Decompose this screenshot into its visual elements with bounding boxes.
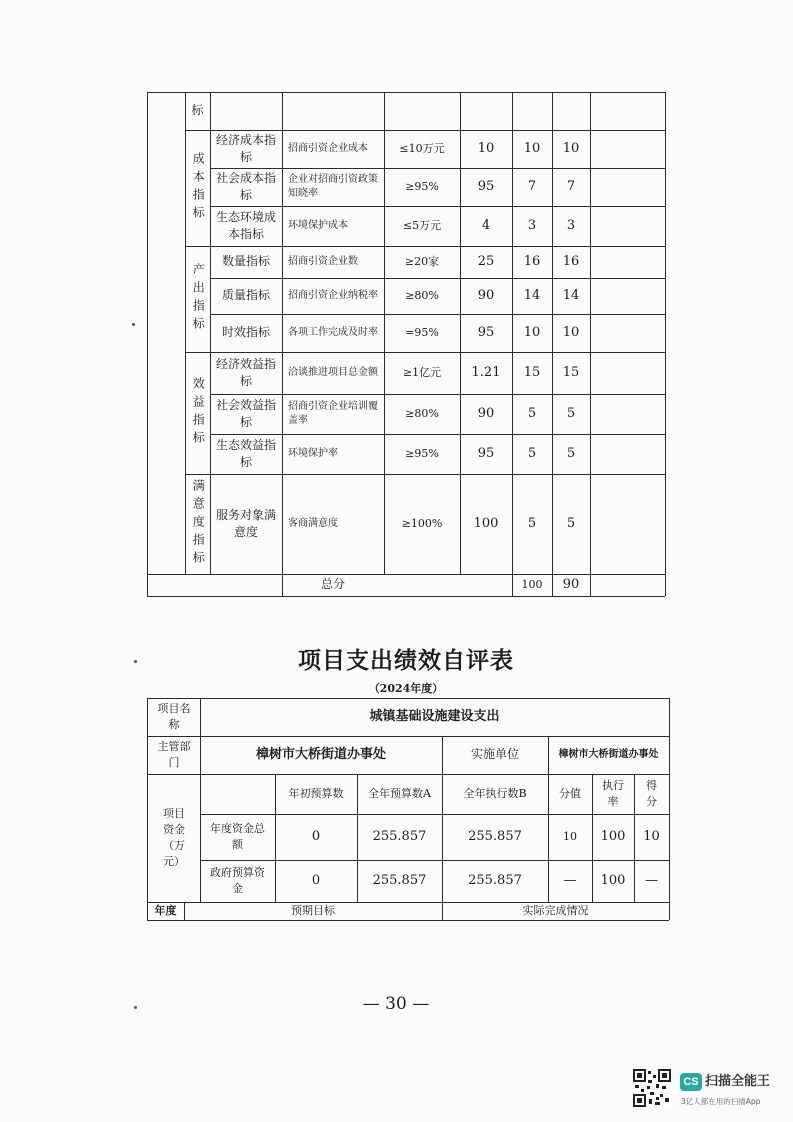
scan-mark xyxy=(134,660,137,663)
fund-row-executed: 255.857 xyxy=(468,828,522,844)
table-row-indicator: 企业对招商引资政策知晓率 xyxy=(288,173,378,199)
header-score: 得分 xyxy=(646,779,657,808)
group-cost-label: 成本指标 xyxy=(191,152,206,224)
table-row-weight: 5 xyxy=(527,515,537,531)
table-row-score: 3 xyxy=(566,217,576,233)
table-row-score: 5 xyxy=(566,445,576,461)
table-row-target: ≥95% xyxy=(405,180,439,194)
fund-row-initial: 0 xyxy=(311,828,321,844)
fund-row-score: — xyxy=(645,872,658,888)
table-row-indicator: 招商引资企业纳税率 xyxy=(288,289,378,301)
table-row-second: 社会效益指标 xyxy=(215,397,276,429)
table-row-second: 经济效益指标 xyxy=(215,356,276,388)
fund-row-annual: 255.857 xyxy=(372,828,427,844)
group-benefit-label: 效益指标 xyxy=(191,377,206,449)
table-row-indicator: 环境保护率 xyxy=(288,447,338,459)
table-row-second: 生态环境成本指标 xyxy=(215,209,276,241)
table-row-indicator: 环境保护成本 xyxy=(288,219,348,231)
table-row-score: 10 xyxy=(562,140,580,156)
table-row-actual: 4 xyxy=(481,217,491,233)
group-satisfaction-label: 满意度指标 xyxy=(191,479,206,569)
table-row-second: 时效指标 xyxy=(221,325,270,340)
camscanner-logo-icon: CS xyxy=(680,1073,702,1091)
table-row-actual: 25 xyxy=(477,253,495,269)
watermark-brand: 扫描全能王 xyxy=(705,1074,771,1089)
group-output xyxy=(185,246,210,352)
table-row-second: 经济成本指标 xyxy=(215,132,276,164)
table-row-score: 16 xyxy=(562,253,580,269)
table-row-score: 5 xyxy=(566,515,576,531)
fund-row-annual: 255.857 xyxy=(372,872,427,888)
table-row-target: ≥20家 xyxy=(404,255,440,269)
table-row-weight: 10 xyxy=(523,140,541,156)
table-row-second: 服务对象满意度 xyxy=(216,507,277,539)
table-row-target: ≥1亿元 xyxy=(402,366,442,380)
table-row-second: 质量指标 xyxy=(221,288,270,303)
table-row-weight: 16 xyxy=(523,253,541,269)
impl-label: 实施单位 xyxy=(470,747,519,762)
scan-mark xyxy=(134,1006,137,1009)
table-row-weight: 7 xyxy=(527,178,537,194)
table-row-actual: 100 xyxy=(473,515,499,531)
total-label: 总分 xyxy=(320,577,345,592)
group-benefit xyxy=(185,352,210,474)
table-row-target: =95% xyxy=(405,326,439,340)
fund-row-initial: 0 xyxy=(311,872,321,888)
header-rate: 执行率 xyxy=(602,779,624,808)
fund-row-points: 10 xyxy=(563,830,577,844)
dept-name: 樟树市大桥街道办事处 xyxy=(255,746,386,762)
fund-row-rate: 100 xyxy=(600,828,626,844)
table-row-second: 数量指标 xyxy=(221,254,270,269)
project-name-label: 项目名称 xyxy=(157,702,191,731)
fund-row-points: — xyxy=(563,872,577,888)
table-row-score: 14 xyxy=(562,287,580,303)
qr-code-icon xyxy=(632,1068,672,1108)
page-number: — 30 — xyxy=(362,994,430,1014)
table-row-target: ≥80% xyxy=(405,407,439,421)
project-name: 城镇基础设施建设支出 xyxy=(369,708,500,724)
fund-row-label: 政府预算资金 xyxy=(210,866,265,895)
table-row-target: ≤5万元 xyxy=(402,219,442,233)
table-row-target: ≥80% xyxy=(405,289,439,303)
scan-mark xyxy=(132,323,135,326)
table-row-indicator: 客商满意度 xyxy=(288,517,338,529)
table-row-actual: 95 xyxy=(477,324,495,340)
table-row-actual: 90 xyxy=(477,287,495,303)
table-row-target: ≥95% xyxy=(405,447,439,461)
table-row-actual: 1.21 xyxy=(471,364,501,380)
indicator-level1-tail: 标 xyxy=(191,103,204,118)
table-row-score: 5 xyxy=(566,405,576,421)
report-year: （2024年度） xyxy=(368,682,444,695)
funds-label: 项目资金（万元） xyxy=(163,807,185,868)
total-weight: 100 xyxy=(521,578,543,592)
header-points: 分值 xyxy=(559,787,581,801)
fund-row-score: 10 xyxy=(643,828,660,844)
table-row-indicator: 招商引资企业培训覆盖率 xyxy=(288,400,378,426)
table-row-indicator: 招商引资企业成本 xyxy=(288,142,368,154)
table-row-actual: 95 xyxy=(477,445,495,461)
header-executed: 全年执行数B xyxy=(463,787,527,801)
impl-name: 樟树市大桥街道办事处 xyxy=(558,748,659,760)
table-row-indicator: 各项工作完成及时率 xyxy=(288,326,378,338)
table-row-weight: 5 xyxy=(527,445,537,461)
total-score: 90 xyxy=(562,576,580,592)
table-row-weight: 3 xyxy=(527,217,537,233)
table-row-second: 生态效益指标 xyxy=(215,437,276,469)
table-row-weight: 5 xyxy=(527,405,537,421)
group-output-label: 产出指标 xyxy=(191,263,206,335)
footer-year-label: 年度 xyxy=(154,904,177,918)
header-annual: 全年预算数A xyxy=(368,787,431,801)
table-row-weight: 14 xyxy=(523,287,541,303)
table-row-actual: 10 xyxy=(477,140,495,156)
group-satisfaction xyxy=(185,474,210,574)
footer-actual-label: 实际完成情况 xyxy=(522,904,589,918)
page-title: 项目支出绩效自评表 xyxy=(298,647,514,674)
table-row-target: ≤10万元 xyxy=(399,142,445,156)
fund-row-executed: 255.857 xyxy=(468,872,522,888)
table-row-weight: 10 xyxy=(523,324,541,340)
group-cost xyxy=(185,130,210,246)
table-row-score: 10 xyxy=(562,324,580,340)
table-row-indicator: 招商引资企业数 xyxy=(288,255,358,267)
table-row-weight: 15 xyxy=(523,364,541,380)
table-row-actual: 90 xyxy=(477,405,495,421)
table-row-score: 7 xyxy=(566,178,576,194)
table-row-target: ≥100% xyxy=(401,517,443,531)
table-row-second: 社会成本指标 xyxy=(215,170,276,202)
watermark-tagline: 3亿人都在用的扫描App xyxy=(681,1097,761,1106)
table-row-actual: 95 xyxy=(477,178,495,194)
dept-label: 主管部门 xyxy=(157,740,191,769)
footer-target-label: 预期目标 xyxy=(291,904,335,918)
table-row-score: 15 xyxy=(562,364,580,380)
header-initial: 年初预算数 xyxy=(288,787,344,801)
fund-row-rate: 100 xyxy=(600,872,626,888)
table-row-indicator: 洽谈推进项目总金额 xyxy=(288,366,378,378)
fund-row-label: 年度资金总额 xyxy=(210,822,265,851)
